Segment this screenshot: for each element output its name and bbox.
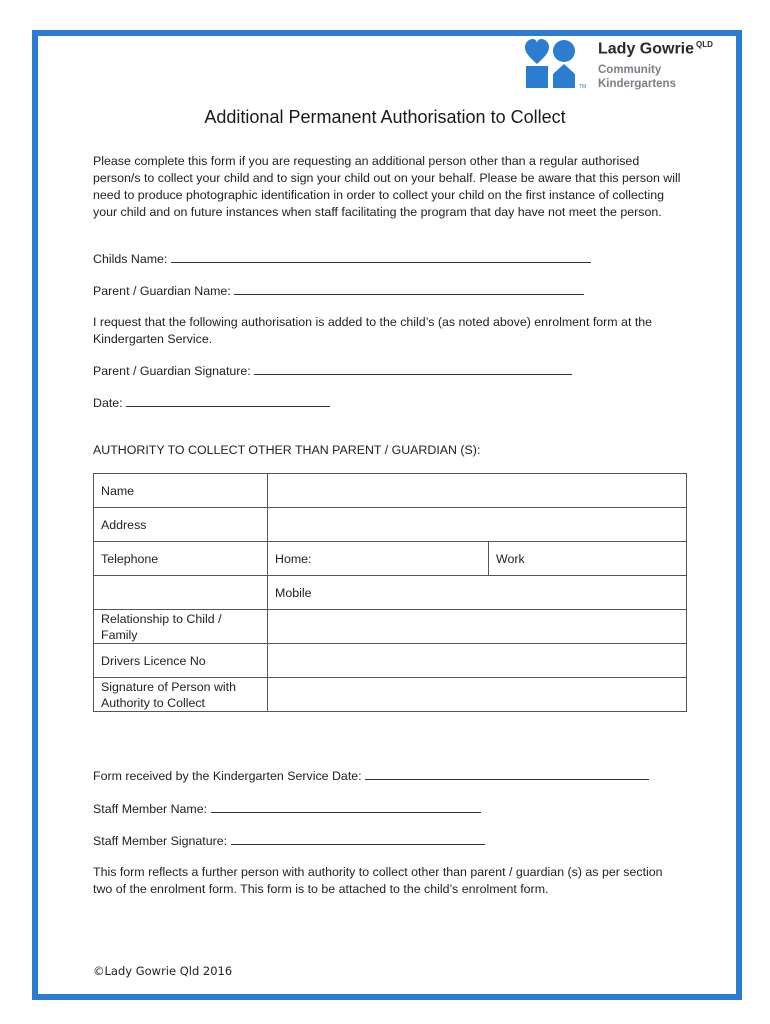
table-row [94,644,687,678]
received-date-field[interactable]: Form received by the Kindergarten Service Date: [93,767,649,785]
table-row [94,576,687,610]
table-row [94,678,687,712]
signature-label: Signature of Person with Authority to Collect [94,678,268,712]
licence-input-cell[interactable] [268,644,687,678]
staff-name-field[interactable]: Staff Member Name: [93,800,481,818]
address-label: Address [94,508,268,542]
blank-label [94,576,268,610]
childs-name-field[interactable]: Childs Name: [93,250,591,268]
signature-input-cell[interactable] [268,678,687,712]
table-row [94,542,687,576]
received-date-line[interactable] [365,767,649,780]
staff-name-line[interactable] [211,800,481,813]
telephone-label: Telephone [94,542,268,576]
brand-name: Lady Gowrie $^{QLD}$ [598,40,713,58]
home-phone-cell[interactable]: Home: [268,542,489,576]
date-line[interactable] [126,394,330,407]
staff-signature-line[interactable] [231,832,485,845]
copyright-footer: ©Lady Gowrie Qld 2016 [93,964,233,978]
intro-paragraph: Please complete this form if you are requesting an additional person other than a regular authorised person/s to collect your child and to sign your child out on your behalf. Please be aware that this person will need to produce photographic identification in order to collect your child on the first instance of collecting your child and on future instances when staff facilitating the program that day have not meet the person. [93,154,681,219]
parent-name-line[interactable] [234,282,584,295]
form-title: Additional Permanent Authorisation to Collect [204,107,566,127]
parent-name-field[interactable]: Parent / Guardian Name: [93,282,584,300]
licence-label: Drivers Licence No [94,644,268,678]
childs-name-line[interactable] [171,250,591,263]
table-row [94,474,687,508]
authority-heading: AUTHORITY TO COLLECT OTHER THAN PARENT / GUARDIAN (S): [93,443,481,457]
mobile-phone-cell[interactable]: Mobile [268,576,687,610]
table-row [94,508,687,542]
parent-signature-line[interactable] [254,362,572,375]
svg-text:TM: TM [579,84,587,90]
request-paragraph: I request that the following authorisation is added to the child’s (as noted above) enrolment form at the Kindergarten Service. [93,315,653,346]
brand-subtitle: Community Kindergartens [598,64,676,90]
relationship-label: Relationship to Child / Family [94,610,268,644]
authority-table [93,473,687,712]
office-note: This form reflects a further person with authority to collect other than parent / guardian (s) as per section two of the enrolment form. This form is to be attached to the child’s enrolment form. [93,865,663,896]
table-row [94,610,687,644]
relationship-input-cell[interactable] [268,610,687,644]
name-label: Name [94,474,268,508]
logo-shapes-icon [524,38,596,90]
staff-signature-field[interactable]: Staff Member Signature: [93,832,485,850]
lady-gowrie-logo [524,38,734,98]
address-input-cell[interactable] [268,508,687,542]
parent-signature-field[interactable]: Parent / Guardian Signature: [93,362,572,380]
name-input-cell[interactable] [268,474,687,508]
date-field[interactable]: Date: [93,394,330,412]
work-phone-cell[interactable]: Work [489,542,687,576]
